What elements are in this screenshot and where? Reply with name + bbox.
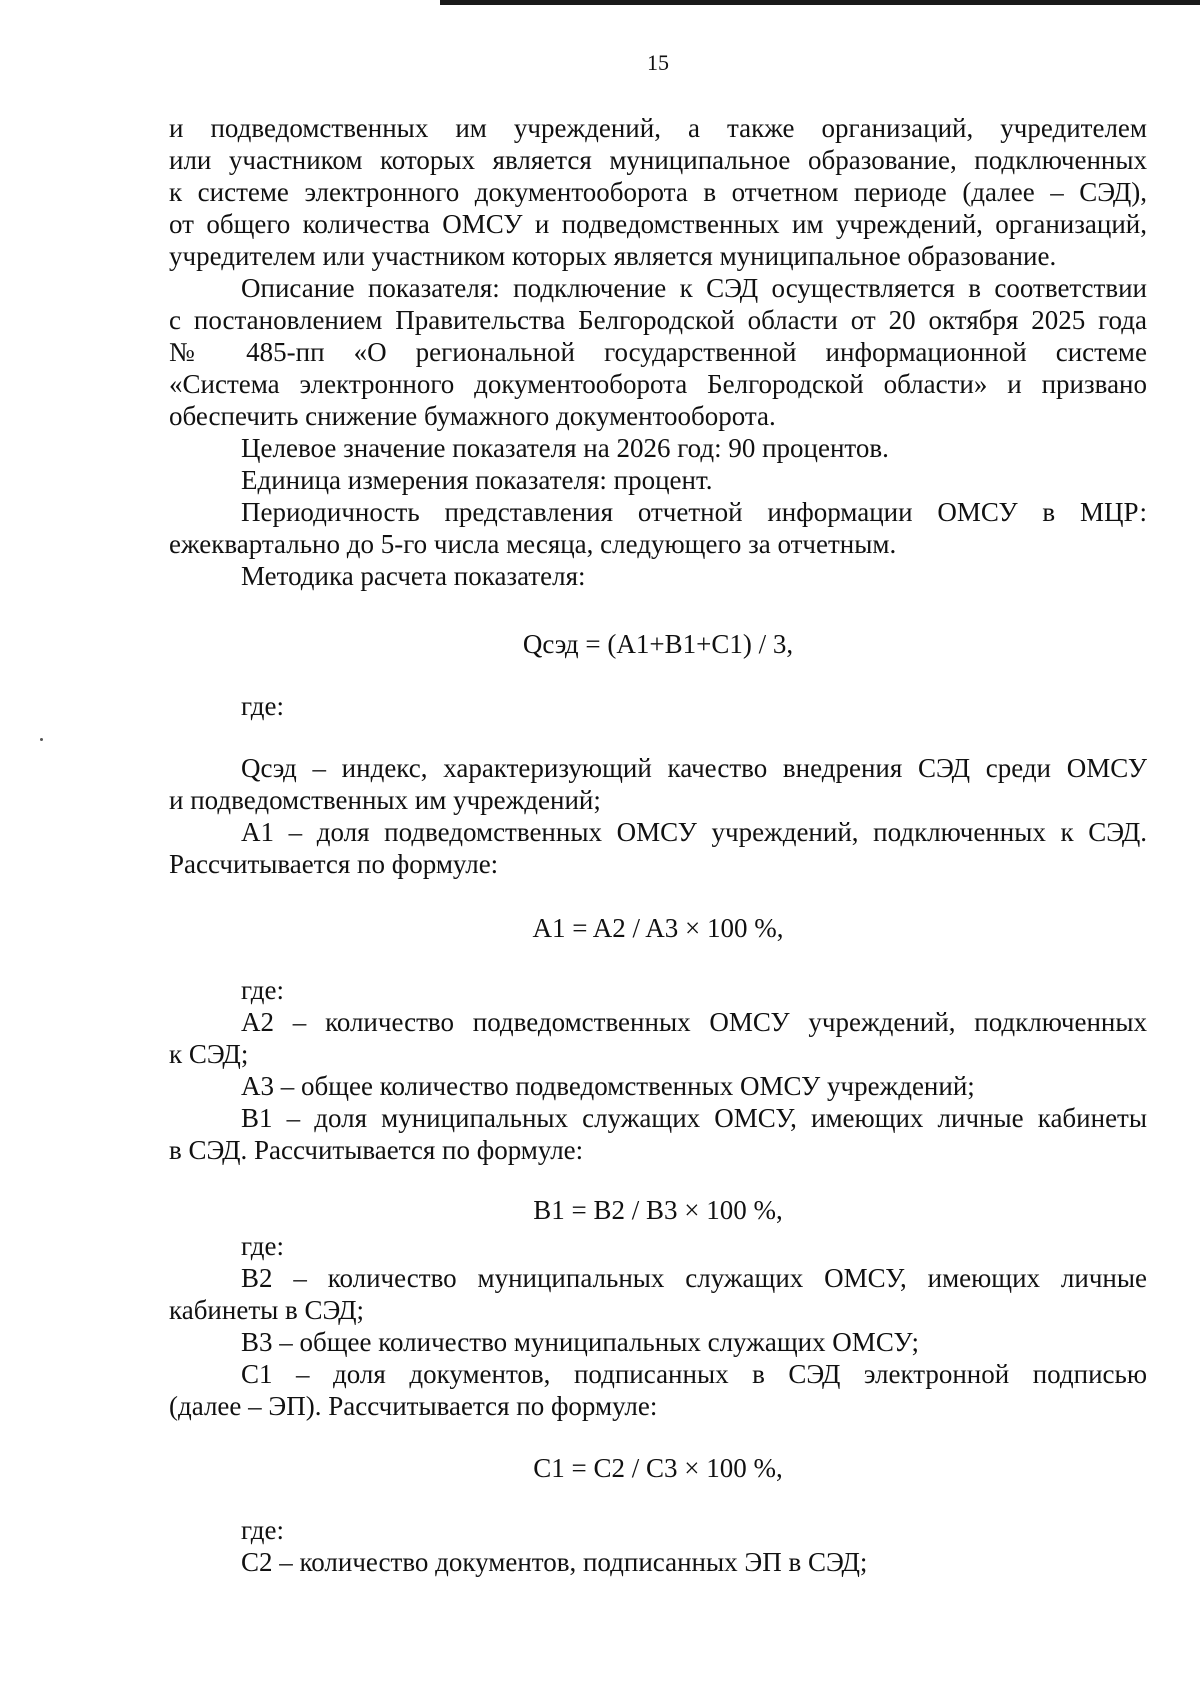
body-line: B2 – количество муниципальных служащих ОМСУ, имеющих личные — [241, 1263, 1147, 1293]
body-line: № 485-пп «О региональной государственной информационной системе — [169, 337, 1147, 367]
formula-c1: C1 = C2 / C3 × 100 %, — [533, 1453, 783, 1483]
body-line: от общего количества ОМСУ и подведомственных им учреждений, организаций, — [169, 209, 1147, 239]
body-line: «Система электронного документооборота Белгородской области» и призвано — [169, 369, 1147, 399]
body-line: кабинеты в СЭД; — [169, 1295, 364, 1325]
body-line: (далее – ЭП). Рассчитывается по формуле: — [169, 1391, 658, 1421]
formula-qsed: Qсэд = (A1+B1+C1) / 3, — [522, 629, 794, 659]
formula-a1: A1 = A2 / A3 × 100 %, — [532, 913, 784, 943]
where-label: где: — [241, 691, 284, 721]
body-line: B1 – доля муниципальных служащих ОМСУ, имеющих личные кабинеты — [241, 1103, 1147, 1133]
body-line: Описание показателя: подключение к СЭД осуществляется в соответствии — [241, 273, 1147, 303]
body-line: A1 – доля подведомственных ОМСУ учреждений, подключенных к СЭД. — [241, 817, 1147, 847]
where-label: где: — [241, 1515, 284, 1545]
body-line: и подведомственных им учреждений, а также организаций, учредителем — [169, 113, 1147, 143]
body-line: Целевое значение показателя на 2026 год: 90 процентов. — [241, 433, 889, 463]
where-label: где: — [241, 1231, 284, 1261]
formula-b1: B1 = B2 / B3 × 100 %, — [533, 1195, 783, 1225]
body-line: к СЭД; — [169, 1039, 249, 1069]
body-line: ежеквартально до 5-го числа месяца, следующего за отчетным. — [169, 529, 897, 559]
body-line: и подведомственных им учреждений; — [169, 785, 601, 815]
body-line: C1 – доля документов, подписанных в СЭД электронной подписью — [241, 1359, 1147, 1389]
body-line: Методика расчета показателя: — [241, 561, 586, 591]
top-border-line — [440, 0, 1200, 5]
body-line: в СЭД. Рассчитывается по формуле: — [169, 1135, 584, 1165]
body-line: к системе электронного документооборота в отчетном периоде (далее – СЭД), — [169, 177, 1147, 207]
body-line: с постановлением Правительства Белгородской области от 20 октября 2025 года — [169, 305, 1147, 335]
body-line: или участником которых является муниципальное образование, подключенных — [169, 145, 1147, 175]
body-line: Единица измерения показателя: процент. — [241, 465, 713, 495]
body-line: Периодичность представления отчетной информации ОМСУ в МЦР: — [241, 497, 1147, 527]
body-line: учредителем или участником которых является муниципальное образование. — [169, 241, 1057, 271]
scan-speck — [40, 738, 43, 741]
where-label: где: — [241, 975, 284, 1005]
body-line: A2 – количество подведомственных ОМСУ учреждений, подключенных — [241, 1007, 1147, 1037]
body-line: C2 – количество документов, подписанных ЭП в СЭД; — [241, 1547, 868, 1577]
body-line: обеспечить снижение бумажного документооборота. — [169, 401, 776, 431]
body-line: Рассчитывается по формуле: — [169, 849, 499, 879]
body-line: A3 – общее количество подведомственных ОМСУ учреждений; — [241, 1071, 975, 1101]
body-line: Qсэд – индекс, характеризующий качество внедрения СЭД среди ОМСУ — [241, 753, 1147, 783]
body-line: B3 – общее количество муниципальных служащих ОМСУ; — [241, 1327, 920, 1357]
page-number: 15 — [647, 50, 669, 75]
